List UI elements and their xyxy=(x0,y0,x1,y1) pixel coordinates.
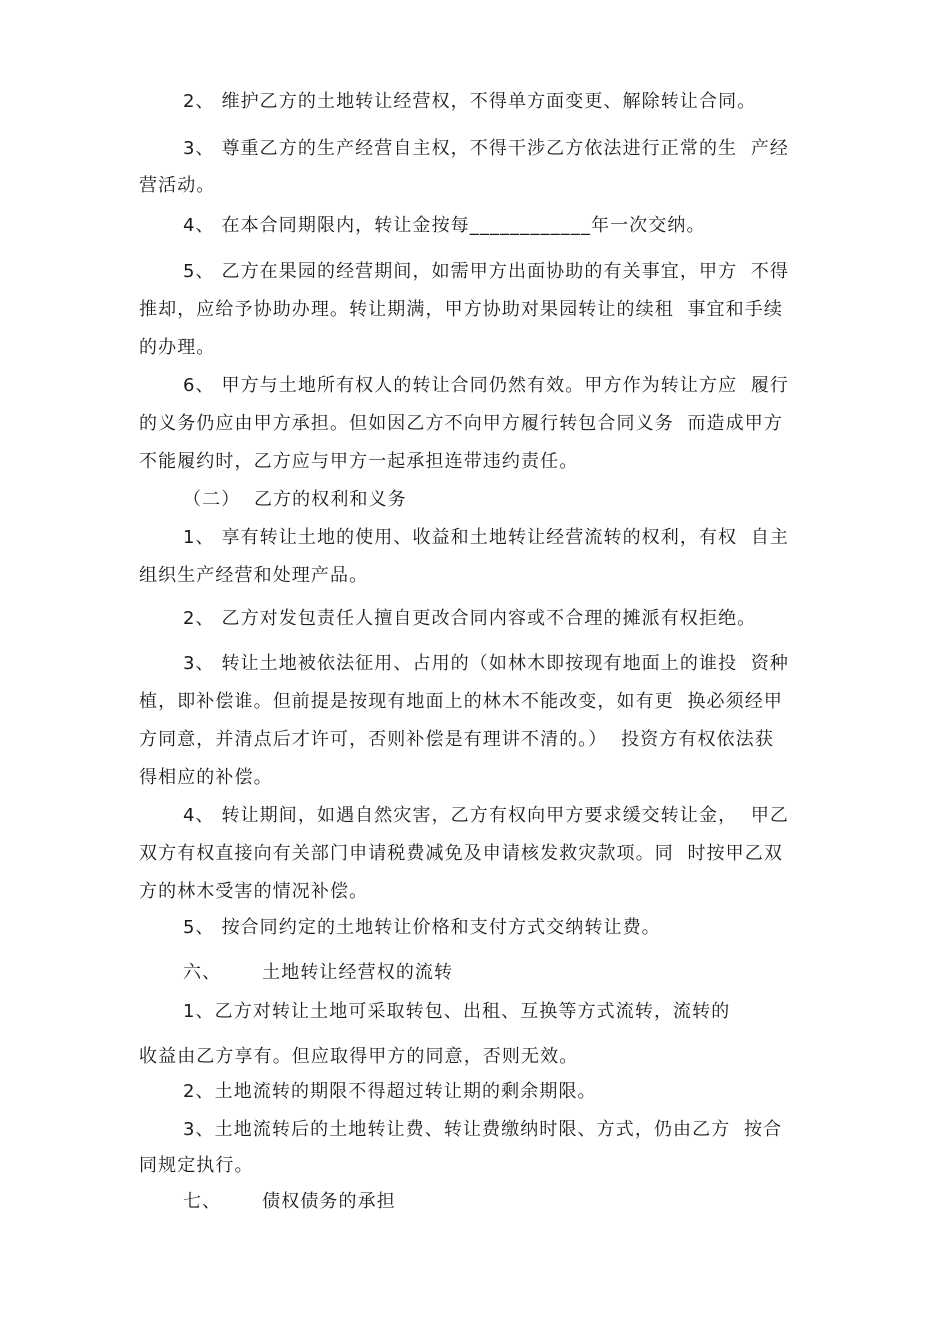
text-line: 不能履约时，乙方应与甲方一起承担连带违约责任。 xyxy=(139,451,579,472)
text-line: 营活动。 xyxy=(139,175,216,196)
text-line: 3、土地流转后的土地转让费、转让费缴纳时限、方式，仍由乙方 按合 xyxy=(183,1119,783,1140)
text-line: 4、 转让期间，如遇自然灾害，乙方有权向甲方要求缓交转让金， 甲乙 xyxy=(183,805,790,826)
section-heading: 七、 债权债务的承担 xyxy=(183,1191,396,1212)
text-line: 方的林木受害的情况补偿。 xyxy=(139,881,369,902)
text-line: 的义务仍应由甲方承担。但如因乙方不向甲方履行转包合同义务 而造成甲方 xyxy=(139,413,783,434)
text-line: 得相应的补偿。 xyxy=(139,767,273,788)
text-line: 组织生产经营和处理产品。 xyxy=(139,565,369,586)
text-line: 2、土地流转的期限不得超过转让期的剩余期限。 xyxy=(183,1081,597,1102)
text-line: 收益由乙方享有。但应取得甲方的同意，否则无效。 xyxy=(139,1046,579,1067)
text-line: 方同意，并清点后才许可，否则补偿是有理讲不清的。） 投资方有权依法获 xyxy=(139,729,774,750)
text-line: 4、 在本合同期限内，转让金按每____________年一次交纳。 xyxy=(183,215,706,236)
text-line: 的办理。 xyxy=(139,337,216,358)
text-line: 2、 乙方对发包责任人擅自更改合同内容或不合理的摊派有权拒绝。 xyxy=(183,608,757,629)
text-line: 1、乙方对转让土地可采取转包、出租、互换等方式流转，流转的 xyxy=(183,1001,731,1022)
section-heading: 六、 土地转让经营权的流转 xyxy=(183,962,454,983)
text-line: 3、 尊重乙方的生产经营自主权，不得干涉乙方依法进行正常的生 产经 xyxy=(183,138,790,159)
text-line: 5、 按合同约定的土地转让价格和支付方式交纳转让费。 xyxy=(183,917,661,938)
text-line: 同规定执行。 xyxy=(139,1155,254,1176)
text-line: 推却，应给予协助办理。转让期满，甲方协助对果园转让的续租 事宜和手续 xyxy=(139,299,783,320)
text-line: 1、 享有转让土地的使用、收益和土地转让经营流转的权利，有权 自主 xyxy=(183,527,790,548)
text-line: 2、 维护乙方的土地转让经营权，不得单方面变更、解除转让合同。 xyxy=(183,91,757,112)
text-line: 植，即补偿谁。但前提是按现有地面上的林木不能改变，如有更 换必须经甲 xyxy=(139,691,783,712)
text-line: 3、 转让土地被依法征用、占用的（如林木即按现有地面上的谁投 资种 xyxy=(183,653,790,674)
text-line: 5、 乙方在果园的经营期间，如需甲方出面协助的有关事宜，甲方 不得 xyxy=(183,261,790,282)
text-line: 6、 甲方与土地所有权人的转让合同仍然有效。甲方作为转让方应 履行 xyxy=(183,375,790,396)
section-heading: （二） 乙方的权利和义务 xyxy=(183,489,407,510)
text-line: 双方有权直接向有关部门申请税费减免及申请核发救灾款项。同 时按甲乙双 xyxy=(139,843,783,864)
